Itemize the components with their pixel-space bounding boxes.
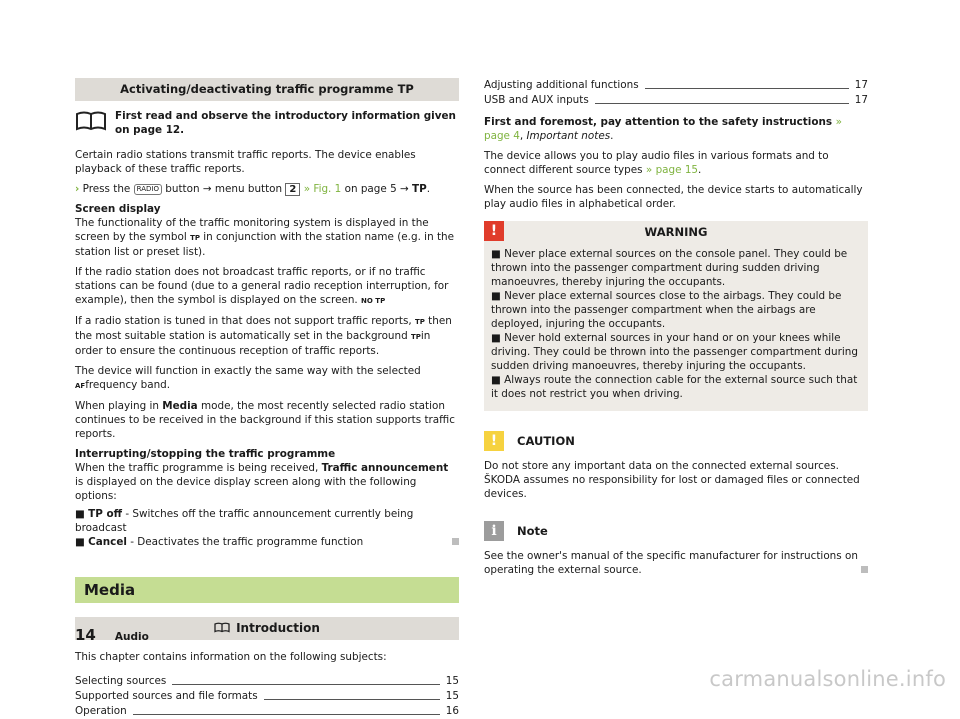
no-tp-symbol-icon: NO TP bbox=[361, 297, 386, 305]
screen-display-title: Screen display bbox=[75, 203, 161, 215]
step-arrow-icon: › bbox=[75, 183, 80, 195]
safety-instructions: First and foremost, pay attention to the safety instructions » page 4, Important notes. bbox=[484, 116, 843, 142]
caution-heading: ! CAUTION bbox=[484, 431, 868, 451]
watermark: carmanualsonline.info bbox=[709, 667, 946, 691]
paragraph-media-mode: When playing in Media mode, the most recently selected radio station continues to be received in the background if this station supports traffic reports. bbox=[75, 400, 455, 440]
toc-entry[interactable]: Supported sources and file formats 15 bbox=[75, 690, 459, 702]
right-toc bbox=[484, 78, 868, 107]
connected-paragraph: When the source has been connected, the device starts to automatically play audio files in alphabetical order. bbox=[484, 184, 863, 210]
warning-title: WARNING bbox=[644, 225, 708, 239]
toc-entry[interactable]: Selecting sources 15 bbox=[75, 675, 459, 687]
press-instruction: › Press the RADIO button → menu button 2 » Fig. 1 on page 5 → TP. bbox=[75, 183, 431, 195]
left-column bbox=[75, 78, 459, 719]
warning-item: ■ Always route the connection cable for the external source such that it does not restrict you when driving. bbox=[491, 374, 858, 400]
toc-entry[interactable]: Adjusting additional functions 17 bbox=[484, 79, 868, 91]
right-column bbox=[484, 78, 868, 583]
toc-entry[interactable]: USB and AUX inputs 17 bbox=[484, 94, 868, 106]
warning-item: ■ Never place external sources on the console panel. They could be thrown into the passenger compartment during sudden driving manoeuvres, thereby injuring the occupants. bbox=[491, 248, 848, 288]
footer-section: Audio bbox=[114, 631, 149, 643]
tp-symbol-icon: TP bbox=[414, 318, 425, 326]
caution-icon: ! bbox=[484, 431, 504, 451]
warning-box bbox=[484, 221, 868, 411]
af-symbol-icon: AF bbox=[75, 382, 86, 390]
fig-link[interactable]: » Fig. 1 bbox=[300, 183, 342, 195]
note-heading: i Note bbox=[484, 521, 868, 541]
paragraph-tuned: If a radio station is tuned in that does not support traffic reports, TP then the most suitable station is automatically set in the background TPin order to ensure the continuous reception of traffic reports. bbox=[75, 315, 452, 357]
tp-symbol-icon: TP bbox=[411, 333, 421, 341]
page-link[interactable]: » page 15 bbox=[645, 164, 699, 176]
page-number: 14 bbox=[75, 626, 96, 644]
interrupt-block: Interrupting/stopping the traffic programme When the traffic programme is being received, Traffic announcement is displayed on the device display screen along with the following options: bbox=[75, 447, 459, 503]
tp-symbol-icon: TP bbox=[190, 234, 200, 242]
warning-item: ■ Never place external sources close to the airbags. They could be thrown into the passenger compartment when the airbags are deployed, injuring the occupants. bbox=[491, 290, 842, 330]
radio-key: RADIO bbox=[134, 184, 162, 195]
media-heading: Media bbox=[75, 577, 459, 603]
section-heading: Activating/deactivating traffic programme TP bbox=[75, 78, 459, 101]
left-toc bbox=[75, 674, 459, 718]
paragraph-no-traffic: If the radio station does not broadcast traffic reports, or if no traffic stations can be found (due to a general radio reception interruption, for example), then the symbol is displayed on the screen. NO TP bbox=[75, 266, 449, 306]
option-cancel: ■ Cancel - Deactivates the traffic programme function bbox=[75, 535, 459, 549]
page-link[interactable]: » page 4 bbox=[484, 116, 843, 142]
tp-label: TP bbox=[412, 183, 427, 195]
end-mark-icon bbox=[452, 538, 459, 545]
end-mark-icon bbox=[861, 566, 868, 573]
interrupt-title: Interrupting/stopping the traffic programme bbox=[75, 448, 336, 460]
info-icon: i bbox=[484, 521, 504, 541]
note-text: See the owner's manual of the specific manufacturer for instructions on operating the external source. bbox=[484, 549, 868, 577]
formats-paragraph: The device allows you to play audio files in various formats and to connect different source types » page 15. bbox=[484, 150, 829, 176]
read-first-note bbox=[75, 109, 459, 137]
screen-display-block: Screen display The functionality of the traffic monitoring system is displayed in the screen by the symbol TP in conjunction with the station name (e.g. in the station list or preset list). bbox=[75, 202, 459, 259]
menu-key-2: 2 bbox=[285, 183, 300, 196]
open-book-icon bbox=[75, 111, 107, 131]
paragraph-intro: Certain radio stations transmit traffic reports. The device enables playback of these traffic reports. bbox=[75, 149, 416, 175]
toc-entry[interactable]: Operation 16 bbox=[75, 705, 459, 717]
caution-text: Do not store any important data on the connected external sources. ŠKODA assumes no responsibility for lost or damaged files or connected devices. bbox=[484, 460, 860, 500]
warning-item: ■ Never hold external sources in your hand or on your knees while driving. They could be thrown into the passenger compartment during sudden driving manoeuvres, thereby injuring the occupants. bbox=[491, 332, 858, 372]
option-tp-off: ■ TP off - Switches off the traffic announcement currently being broadcast bbox=[75, 508, 414, 534]
intro-text: This chapter contains information on the following subjects: bbox=[75, 651, 387, 663]
warning-icon: ! bbox=[484, 221, 504, 241]
introduction-heading: Introduction bbox=[75, 617, 459, 640]
open-book-icon bbox=[214, 622, 230, 633]
paragraph-af: The device will function in exactly the same way with the selected AFfrequency band. bbox=[75, 365, 421, 391]
page-footer bbox=[75, 628, 149, 644]
read-first-text: First read and observe the introductory information given on page 12. bbox=[115, 110, 456, 136]
